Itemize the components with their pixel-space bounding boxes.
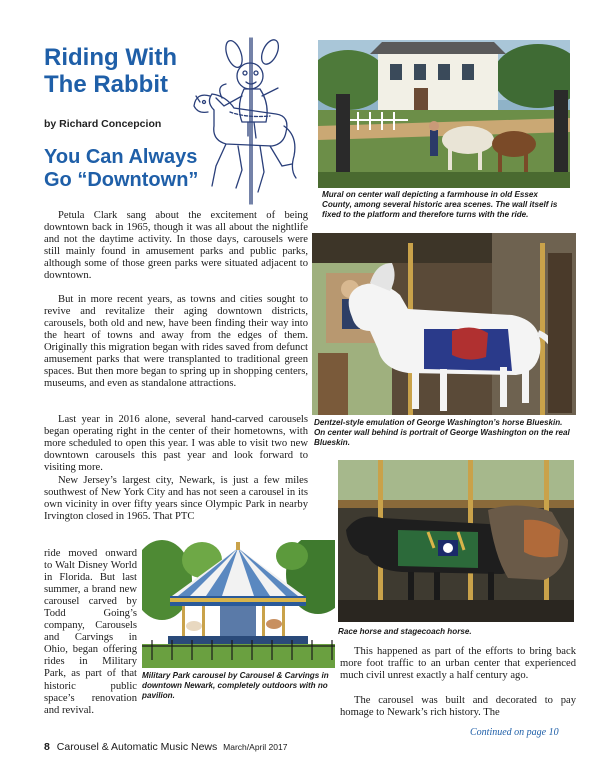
military-park-caption: Military Park carousel by Carousel & Carvings in downtown Newark, completely outdoors with no pavilion.: [142, 671, 329, 700]
paragraph-4-wrap: ride moved onward to Walt Disney World in Florida. But last summer, a brand new carousel carved by Todd Going’s company, Carousels and Carvings in Ohio, began offering rides in Military Park, as part of that historic public space’s renovation and revival.: [44, 548, 137, 716]
race-horse-caption: Race horse and stagecoach horse.: [338, 627, 472, 636]
mural-farmhouse-photo: [318, 40, 570, 188]
paragraph-3: Last year in 2016 alone, several hand-carved carousels began operating right in the center of their hometowns, with more scheduled to open this year. I was able to visit two new downtown carousels this past year and look forward to visiting more.: [44, 414, 308, 474]
paragraph-4-start: New Jersey’s largest city, Newark, is just a few miles southwest of New York City and has not seen a carousel in its own vicinity in over fifty years since Olympic Park in nearby Irvington closed in 1965. That PTC: [44, 475, 308, 523]
rabbit-sketch-illustration: [186, 36, 301, 206]
subtitle-line-2: Go “Downtown”: [44, 169, 199, 191]
byline: by Richard Concepcion: [44, 118, 162, 130]
blueskin-caption: Dentzel-style emulation of George Washington’s horse Blueskin. On center wall behind is portrait of George Washington on the real Blueskin.: [314, 418, 570, 447]
subtitle-line-1: You Can Always: [44, 146, 198, 168]
paragraph-5: This happened as part of the efforts to bring back more foot traffic to an urban center that experienced much civil unrest exactly a half century ago.: [340, 646, 576, 682]
paragraph-6: The carousel was built and decorated to pay homage to Newark’s rich history. The: [340, 695, 576, 719]
blueskin-horse-photo: [312, 233, 576, 415]
paragraph-1: Petula Clark sang about the excitement of being downtown back in 1965, though it was all about the nightlife and not the daytime activity. In those days, carousels were still mainly found in amusement parks and public parks, although some of those green parks were situated adjacent to downtown.: [44, 210, 308, 282]
title-line-2: The Rabbit: [44, 71, 168, 98]
military-park-carousel-photo: [142, 540, 335, 668]
page-number: 8: [44, 741, 50, 753]
page-footer: [44, 741, 287, 753]
race-horse-photo: [338, 460, 574, 622]
publication-name: Carousel & Automatic Music News: [56, 741, 218, 753]
title-line-1: Riding With: [44, 44, 178, 71]
continued-note: Continued on page 10: [470, 727, 559, 738]
mural-caption: Mural on center wall depicting a farmhouse in old Essex County, among several historic area scenes. The wall itself is fixed to the platform and therefore turns with the ride.: [322, 190, 558, 219]
paragraph-2: But in more recent years, as towns and cities sought to revive and revitalize their aging downtown districts, carousels, both old and new, have been finding their way into the heart of towns and away from the edges of them. Originally this migration began with rides saved from defunct amusement parks that were transplanted to traditional green spaces. But then more began to spring up in shopping centers, museums, and even as standalone attractions.: [44, 294, 308, 390]
issue-date: March/April 2017: [223, 742, 288, 752]
